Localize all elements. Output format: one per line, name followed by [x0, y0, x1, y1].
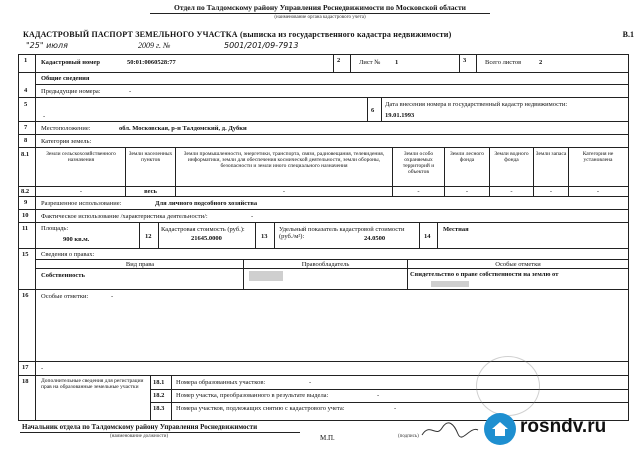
special-notes: - [111, 293, 114, 300]
signer-title: Начальник отдела по Талдомскому району Управления Роснедвижимости [22, 423, 258, 431]
cost-level: Местная [443, 226, 469, 233]
rights-holder-redacted [249, 271, 283, 281]
row-number: 12 [145, 233, 152, 240]
house-icon [490, 419, 510, 439]
row-number: 18.3 [153, 405, 165, 412]
row-number: 8.2 [21, 188, 30, 195]
row-number: 13 [261, 233, 268, 240]
seal-place: М.П. [320, 434, 335, 442]
actual-use-label: Фактическое использование /характеристика деятельности/: [41, 213, 208, 220]
cat-protected: Земли особо охраняемых территорий и объектов [402, 151, 435, 175]
special-notes-label: Особые отметки: [41, 293, 89, 300]
authority-caption: (наименование органа кадастрового учета) [274, 15, 366, 20]
cat-agricultural: Земли сельскохозяйственного назначения [46, 151, 116, 163]
cat-unset: Категория не установлена [582, 151, 614, 163]
formed-plots-label: Номера образованных участков: [176, 379, 266, 386]
total-sheets-label: Всего листов [485, 59, 522, 66]
document-title: КАДАСТРОВЫЙ ПАСПОРТ ЗЕМЕЛЬНОГО УЧАСТКА (выписка из государственного кадастра недвижимости) [23, 30, 452, 39]
row-number: 11 [22, 225, 29, 232]
row-number: 17 [22, 364, 29, 371]
cat-value: весь [144, 188, 157, 195]
form-code: В.1 [622, 30, 634, 39]
previous-numbers: - [129, 88, 132, 95]
signature [420, 420, 480, 440]
cat-forest: Земли лесного фонда [449, 151, 485, 163]
deregistered-plots-label: Номера участков, подлежащих снятию с кадастрового учета: [176, 405, 345, 412]
cat-industry: Земли промышленности, энергетики, транспорта, связи, радиовещания, телевидения, информатики, земли для обеспечения космической деятельности, земли обороны, безопасности и земли иного специального назначения [183, 151, 385, 169]
cat-value: - [549, 188, 553, 195]
official-stamp [476, 356, 540, 416]
cat-reserve: Земли запаса [535, 151, 567, 157]
row-number: 8.1 [21, 151, 30, 158]
watermark-text[interactable]: rosndv.ru [520, 416, 607, 437]
row-number: 18 [22, 378, 29, 385]
rights-notes-header: Особые отметки [495, 261, 541, 268]
location-label: Местоположение: [41, 125, 91, 132]
rights-notes-redacted [431, 281, 469, 287]
cadastral-number: 50:01:0060528:77 [127, 59, 176, 66]
row-number: 8 [24, 137, 28, 144]
cat-value: - [465, 188, 469, 195]
cat-settlements: Земли населенных пунктов [128, 151, 173, 163]
specific-cost-label: Удельный показатель кадастровой стоимости (руб./м²): [279, 226, 405, 240]
cat-value: - [282, 188, 286, 195]
rights-notes: Свидетельство о праве собственности на землю от [410, 271, 559, 278]
specific-cost: 24.0500 [364, 235, 386, 242]
issue-number: 5001/201/09-7913 [224, 41, 299, 50]
row-number: 2 [337, 57, 341, 64]
row-number: 6 [371, 107, 375, 114]
transformed-plot: - [377, 392, 380, 399]
row-number: 1 [24, 57, 28, 64]
rights-label: Сведения о правах: [41, 251, 95, 258]
authority-name: Отдел по Талдомскому району Управления Роснедвижимости по Московской области [174, 3, 466, 12]
sheet-number: 1 [395, 59, 399, 66]
area: 900 кв.м. [63, 236, 90, 243]
row5-value: - [43, 113, 46, 120]
issue-year: 2009 г. № [138, 41, 171, 50]
row-number: 10 [22, 212, 29, 219]
row-number: 16 [22, 292, 29, 299]
cadastral-cost: 21645.0000 [191, 235, 222, 242]
passport-table [18, 54, 629, 421]
location: обл. Московская, р-н Талдомский, д. Дубки [119, 125, 247, 132]
cat-value: - [510, 188, 513, 195]
total-sheets: 2 [539, 59, 543, 66]
row-number: 7 [24, 124, 28, 131]
signer-caption: (наименование должности) [110, 434, 169, 439]
permitted-use: Для личного подсобного хозяйства [155, 200, 258, 207]
row-number: 18.2 [153, 392, 165, 399]
transformed-plot-label: Номер участка, преобразованного в результате выдела: [176, 392, 329, 399]
additional-info-label: Дополнительные сведения для регистрации прав на образованные земельные участки [41, 378, 144, 390]
cat-water: Земли водного фонда [494, 151, 529, 163]
cat-value: - [596, 188, 600, 195]
sign-caption: (подпись) [398, 434, 419, 439]
permitted-use-label: Разрешенное использование: [41, 200, 122, 207]
sheet-label: Лист № [359, 59, 381, 66]
formed-plots: - [309, 379, 312, 386]
row-number: 14 [424, 233, 431, 240]
previous-numbers-label: Предыдущие номера: [41, 88, 101, 95]
cat-value: - [417, 188, 420, 195]
general-heading: Общие сведения [41, 75, 90, 82]
row-number: 3 [463, 57, 467, 64]
cadastral-number-label: Кадастровый номер [41, 59, 101, 66]
rights-holder-header: Правообладатель [301, 261, 350, 268]
cadastral-cost-label: Кадастровая стоимость (руб.): [161, 226, 245, 233]
rights-type: Собственность [41, 272, 85, 279]
row-number: 18.1 [153, 379, 165, 386]
row-number: 5 [24, 101, 28, 108]
row17-value: - [41, 365, 44, 372]
deregistered-plots: - [394, 405, 397, 412]
issue-date: "25" июля [26, 41, 68, 50]
row-number: 4 [24, 87, 28, 94]
entry-date-label: Дата внесения номера в государственный кадастр недвижимости: [385, 101, 568, 108]
entry-date: 19.01.1993 [385, 112, 415, 119]
rights-type-header: Вид права [125, 261, 155, 268]
cat-value: - [79, 188, 83, 195]
land-category-label: Категория земель: [41, 138, 92, 145]
row-number: 9 [24, 199, 28, 206]
area-label: Площадь: [41, 225, 69, 232]
row-number: 15 [22, 251, 29, 258]
actual-use: - [251, 213, 254, 220]
